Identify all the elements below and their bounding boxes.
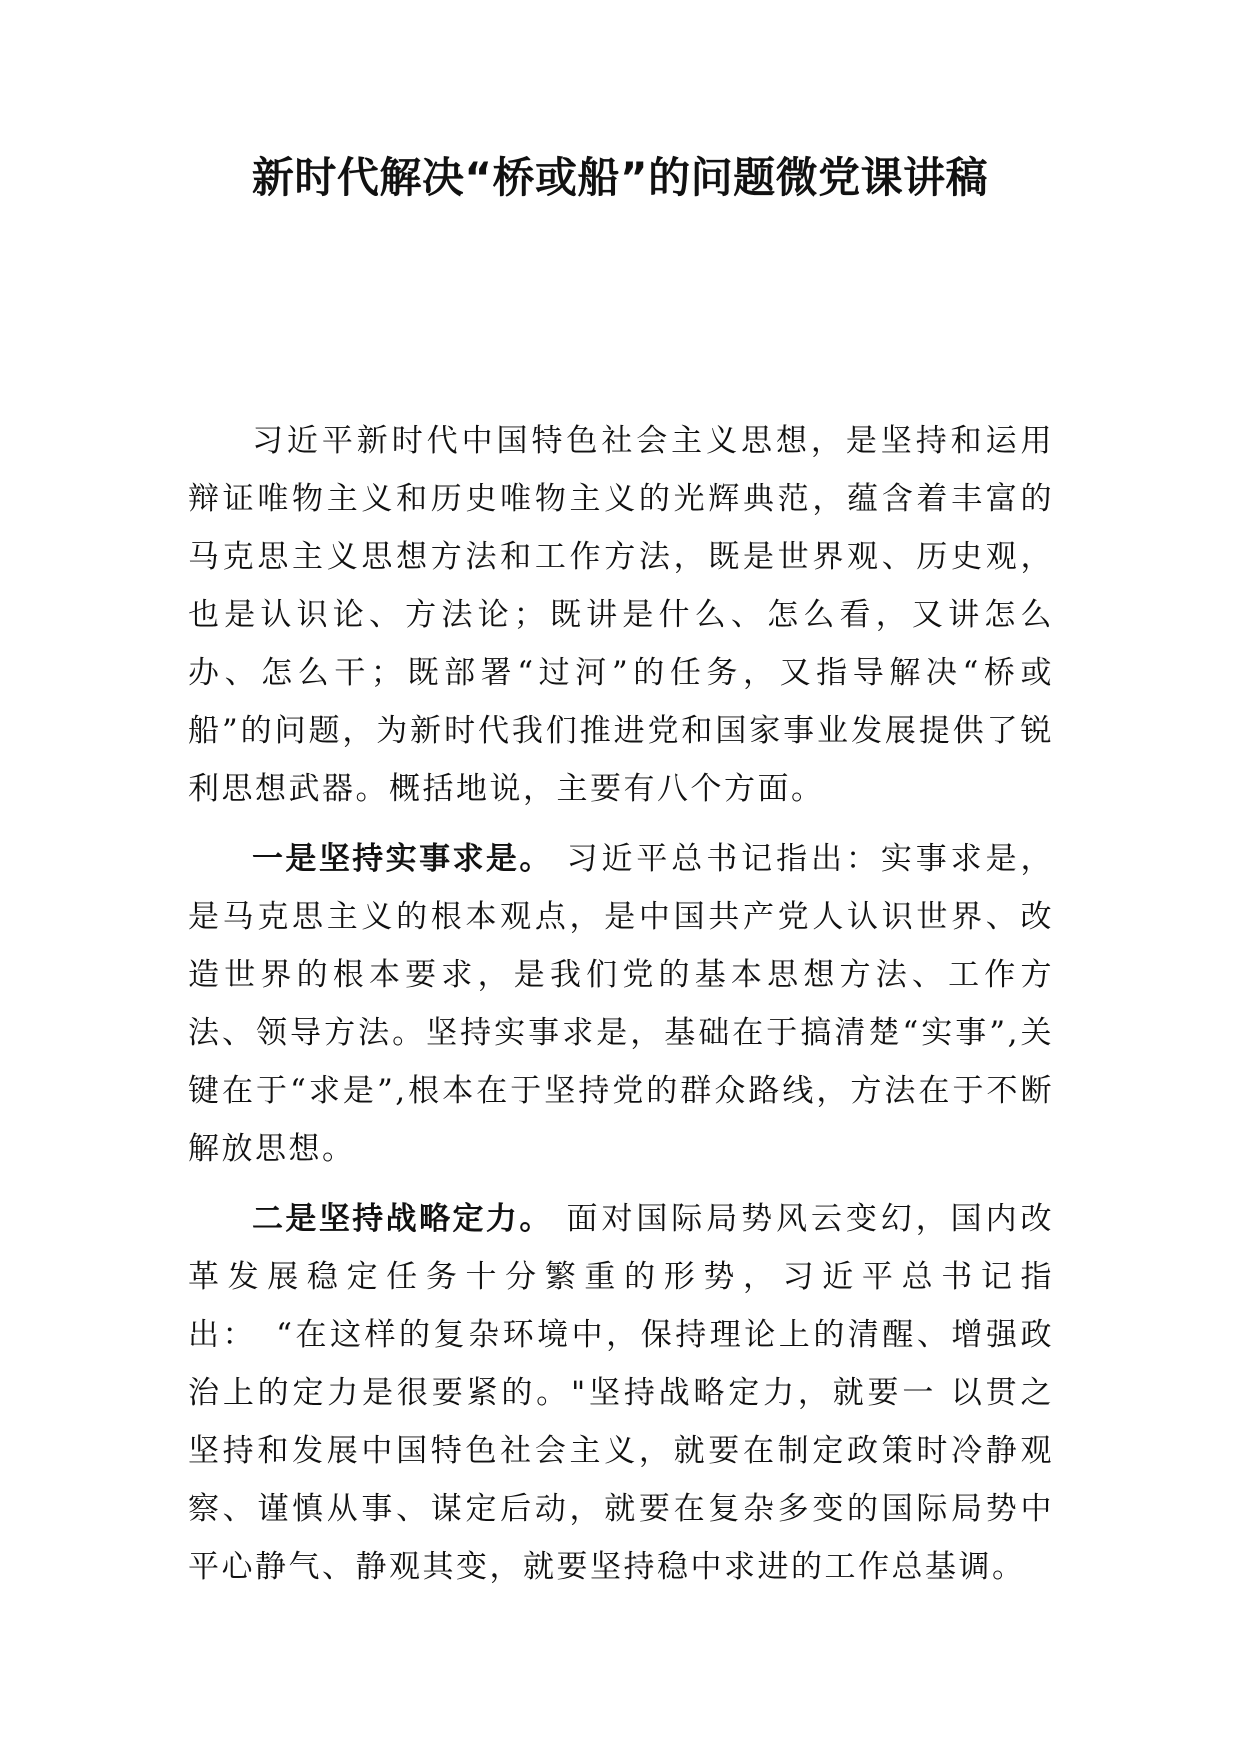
paragraph-text: 习近平总书记指出：实事求是，是马克思主义的根本观点，是中国共产党人认识世界、改造世界的根本要求，是我们党的基本思想方法、工作方法、领导方法。坚持实事求是，基础在于搞清楚“实事”,关键在于“求是”,根本在于坚持党的群众路线，方法在于不断解放思想。 xyxy=(188,841,1055,1167)
paragraph-intro xyxy=(188,412,1054,818)
paragraph-point-2 xyxy=(188,1190,1054,1596)
paragraph-text: 习近平新时代中国特色社会主义思想，是坚持和运用辩证唯物主义和历史唯物主义的光辉典范，蕴含着丰富的马克思主义思想方法和工作方法，既是世界观、历史观，也是认识论、方法论；既讲是什么、怎么看，又讲怎么办、怎么干；既部署“过河”的任务，又指导解决“桥或船”的问题，为新时代我们推进党和国家事业发展提供了锐利思想武器。概括地说，主要有八个方面。 xyxy=(188,423,1054,807)
document-body xyxy=(188,412,1054,1608)
paragraph-lead: 二是坚持战略定力。 xyxy=(252,1201,553,1237)
paragraph-lead: 一是坚持实事求是。 xyxy=(252,841,553,877)
paragraph-point-1 xyxy=(188,830,1054,1178)
paragraph-text: 面对国际局势风云变幻，国内改革发展稳定任务十分繁重的形势，习近平总书记指出： “在这样的复杂环境中，保持理论上的清醒、增强政治上的定力是很要紧的。"坚持战略定力，就要一 以贯之坚持和发展中国特色社会主义，就要在制定政策时冷静观察、谨慎从事、谋定后动，就要在复杂多变的国际局势中平心静气、静观其变，就要坚持稳中求进的工作总基调。 xyxy=(188,1201,1055,1585)
document-title: 新时代解决“桥或船”的问题微党课讲稿 xyxy=(251,153,989,202)
